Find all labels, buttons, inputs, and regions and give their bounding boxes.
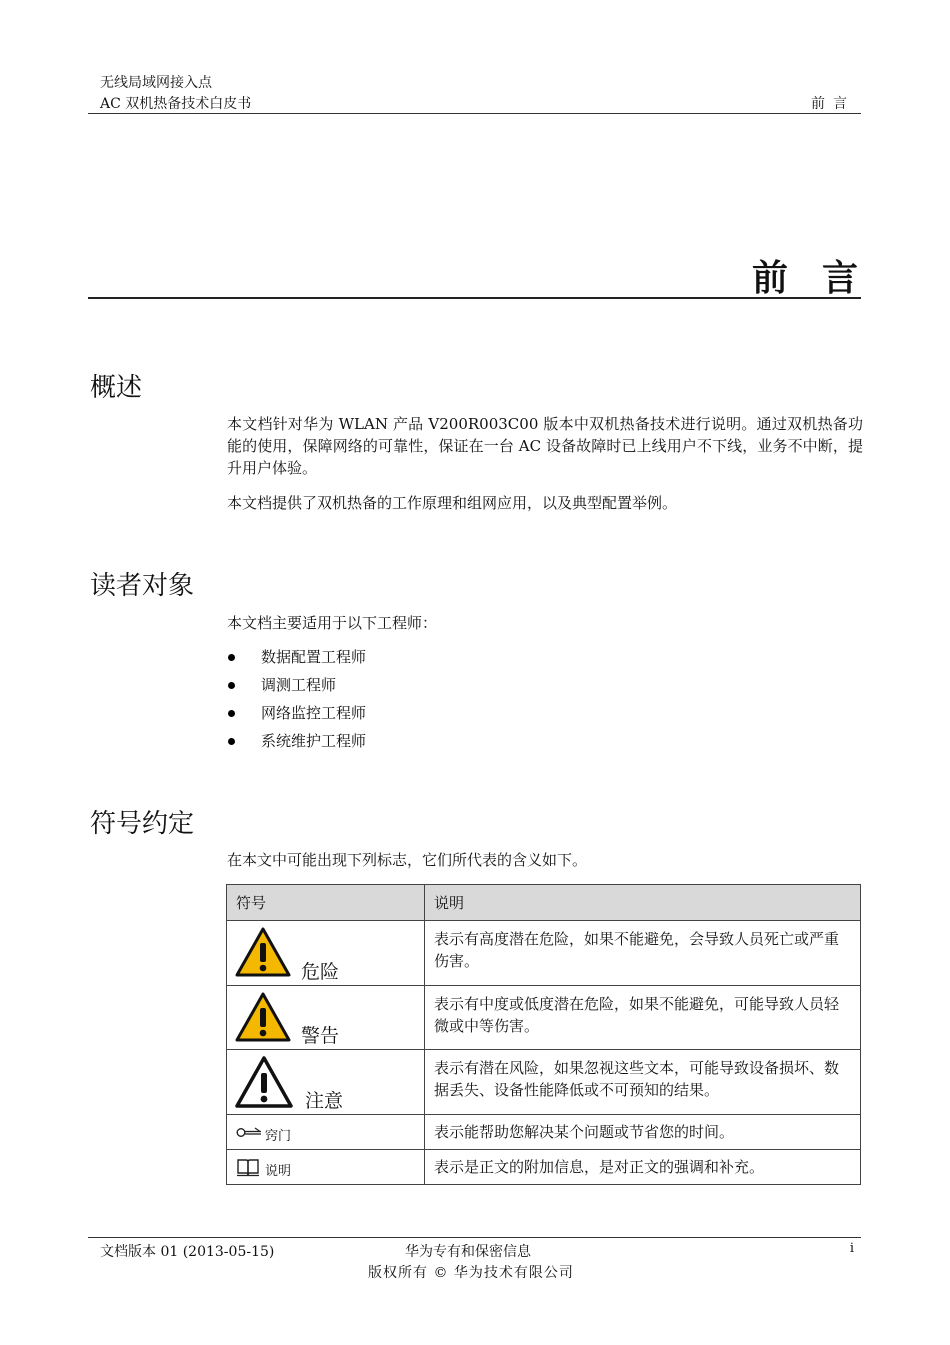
symbols-table	[226, 884, 861, 1185]
symbol-desc-caution: 表示有潜在风险，如果忽视这些文本，可能导致设备损坏、数据丢失、设备性能降低或不可预知的结果。	[425, 1050, 861, 1115]
bullet-icon	[228, 654, 235, 661]
symbol-label-warning: 警告	[301, 1025, 340, 1047]
key-icon	[236, 1127, 262, 1138]
symbol-cell-warning	[227, 986, 425, 1050]
danger-triangle-icon	[235, 926, 291, 978]
book-icon	[236, 1158, 260, 1177]
table-row	[227, 921, 861, 986]
warning-triangle-icon	[235, 991, 291, 1043]
symbol-desc-note: 表示是正文的附加信息，是对正文的强调和补充。	[425, 1150, 861, 1185]
symbol-desc-warning: 表示有中度或低度潜在危险，如果不能避免，可能导致人员轻微或中等伤害。	[425, 986, 861, 1050]
audience-intro: 本文档主要适用于以下工程师：	[227, 614, 438, 632]
list-item	[227, 643, 857, 671]
footer-divider	[88, 1237, 861, 1238]
list-item-text: 数据配置工程师	[261, 648, 367, 666]
symbol-cell-danger	[227, 921, 425, 986]
symbol-label-tip: 窍门	[265, 1129, 292, 1144]
title-divider	[88, 297, 861, 299]
footer-confidential: 华为专有和保密信息	[405, 1244, 531, 1260]
bullet-icon	[228, 710, 235, 717]
section-heading-audience: 读者对象	[90, 571, 195, 601]
table-row	[227, 1050, 861, 1115]
table-row	[227, 1150, 861, 1185]
footer-copyright: 版权所有 © 华为技术有限公司	[368, 1265, 574, 1281]
audience-list	[227, 643, 857, 755]
symbol-label-danger: 危险	[301, 961, 340, 983]
list-item-text: 调测工程师	[261, 676, 337, 694]
symbol-desc-tip: 表示能帮助您解决某个问题或节省您的时间。	[425, 1115, 861, 1150]
bullet-icon	[228, 738, 235, 745]
header-doc-category: 无线局域网接入点	[100, 75, 212, 91]
symbol-cell-caution	[227, 1050, 425, 1115]
header-divider	[88, 113, 861, 114]
list-item-text: 网络监控工程师	[261, 704, 367, 722]
symbol-cell-note	[227, 1150, 425, 1185]
table-row	[227, 1115, 861, 1150]
table-header-description: 说明	[425, 885, 861, 921]
header-chapter-name: 前言	[811, 96, 855, 112]
section-heading-symbols: 符号约定	[90, 809, 195, 839]
symbol-cell-tip	[227, 1115, 425, 1150]
footer-doc-version: 文档版本 01 (2013-05-15)	[100, 1244, 275, 1260]
overview-paragraph-2: 本文档提供了双机热备的工作原理和组网应用，以及典型配置举例。	[227, 494, 678, 512]
list-item	[227, 671, 857, 699]
bullet-icon	[228, 682, 235, 689]
footer-page-number: i	[849, 1241, 854, 1256]
overview-paragraph-1: 本文档针对华为 WLAN 产品 V200R003C00 版本中双机热备技术进行说明。通过双机热备功能的使用，保障网络的可靠性，保证在一台 AC 设备故障时已上线用户不下线，业务不中断，提升用户体验。	[227, 415, 863, 477]
list-item	[227, 727, 857, 755]
header-doc-title: AC 双机热备技术白皮书	[100, 96, 252, 112]
symbol-label-caution: 注意	[305, 1090, 344, 1112]
symbol-label-note: 说明	[265, 1164, 292, 1179]
page-title: 前言	[751, 258, 892, 299]
caution-triangle-icon	[235, 1055, 293, 1109]
symbol-desc-danger: 表示有高度潜在危险，如果不能避免，会导致人员死亡或严重伤害。	[425, 921, 861, 986]
list-item-text: 系统维护工程师	[261, 732, 367, 750]
symbols-intro: 在本文中可能出现下列标志，它们所代表的含义如下。	[227, 851, 588, 869]
list-item	[227, 699, 857, 727]
table-row	[227, 986, 861, 1050]
table-header-row	[227, 885, 861, 921]
section-heading-overview: 概述	[90, 373, 143, 403]
table-header-symbol: 符号	[227, 885, 425, 921]
